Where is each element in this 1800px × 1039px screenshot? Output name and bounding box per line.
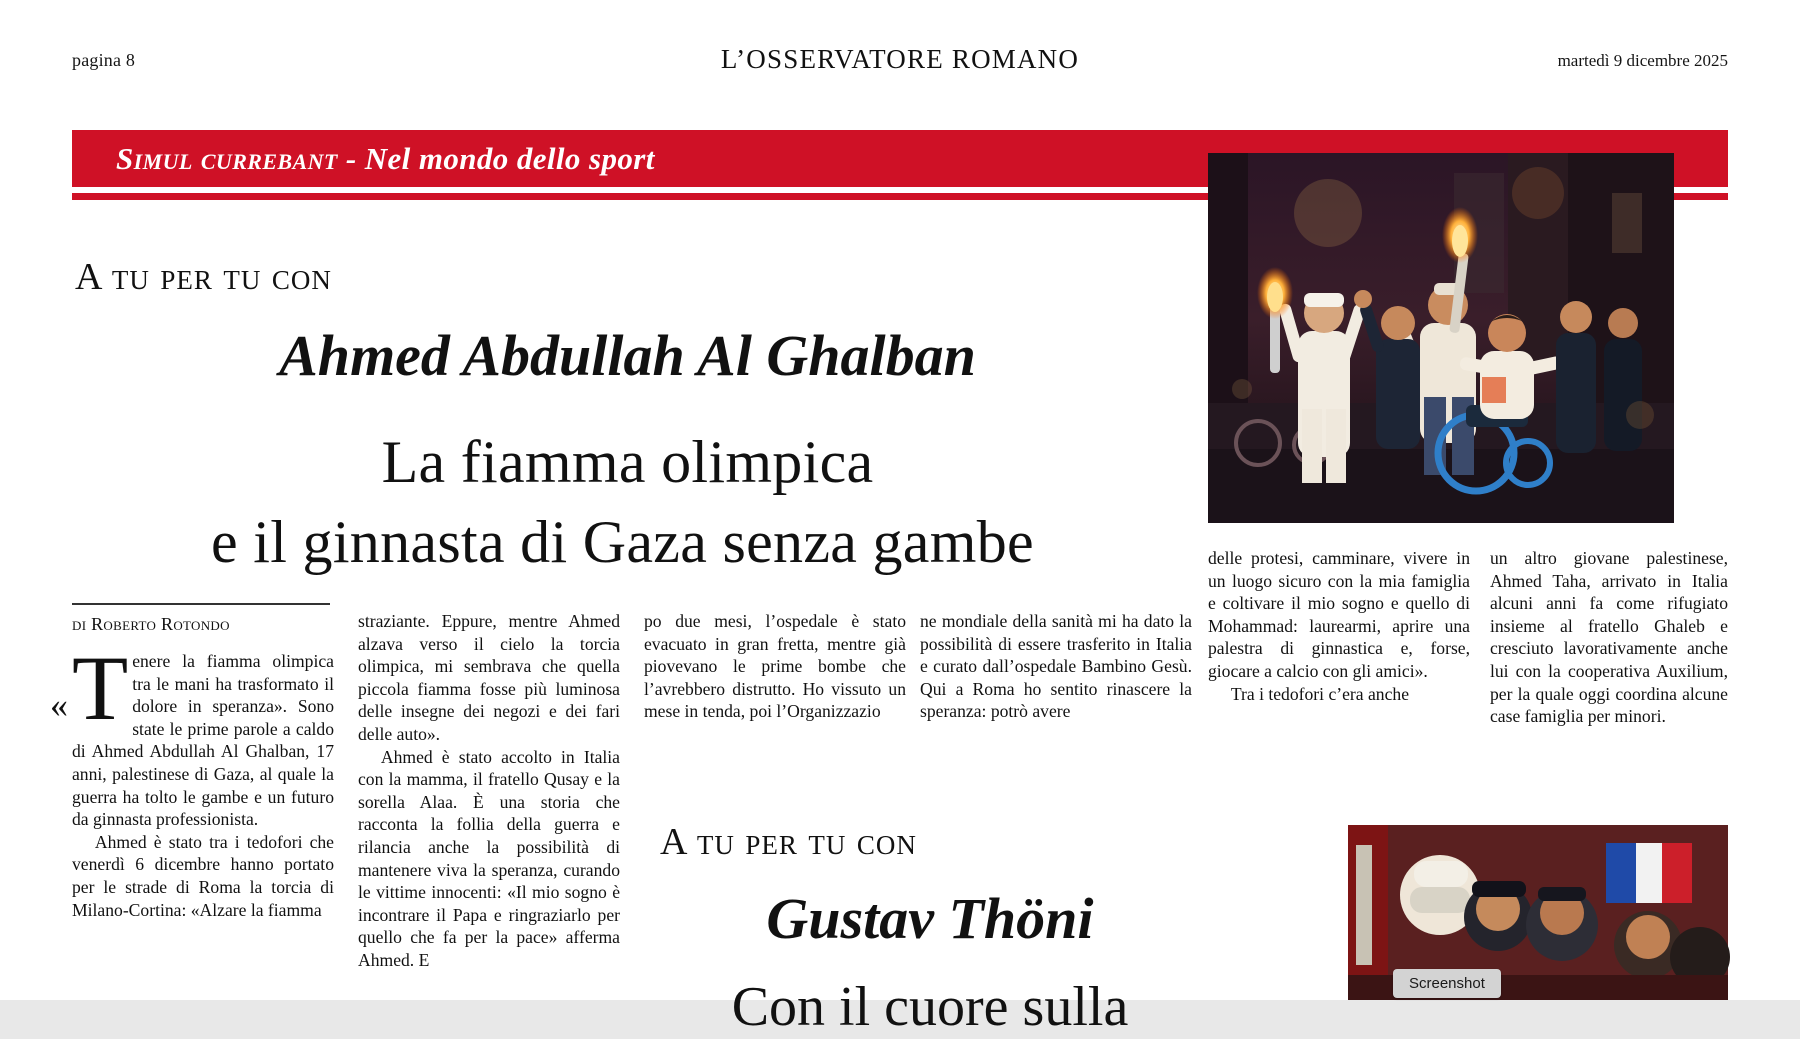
article2-headline: Con il cuore sulla xyxy=(731,976,1129,1038)
section-banner-italian: Nel mondo dello sport xyxy=(364,140,655,176)
paragraph: un altro giovane palestinese, Ahmed Taha, arrivato in Italia alcuni anni fa come rifugiato insieme al fratello Ghaleb e cresciuto lavorativamente anche lui con la cooperativa Auxilium, per la quale oggi coordina alcune case famiglia per minori. xyxy=(1490,548,1728,727)
paragraph: ne mondiale della sanità mi ha dato la possibilità di essere trasferito in Italia e curato dall’ospedale Bambino Gesù. Qui a Roma ho sentito rinascere la speranza: potrò avere xyxy=(920,611,1192,722)
article1-kicker xyxy=(75,255,332,299)
article1-byline xyxy=(72,614,230,635)
torch-relay-photo-graphic xyxy=(1208,153,1674,523)
paragraph: straziante. Eppure, mentre Ahmed alzava verso il cielo la torcia olimpica, mi sembrava che quella piccola fiamma fosse più luminosa delle insegne dei negozi e dei fari delle auto». xyxy=(358,611,620,744)
article1-column-1 xyxy=(50,637,334,921)
article2-kicker xyxy=(660,820,917,864)
article2-kicker-text: A tu per tu con xyxy=(660,821,917,863)
article1-column-6 xyxy=(1490,547,1728,728)
paragraph: enere la fiamma olimpica tra le mani ha trasformato il dolore in speranza». Sono state le prime parole a caldo di Ahmed Abdullah Al Ghalban, 17 anni, palestinese di Gaza, al quale la guerra ha tolto le gambe e un futuro da ginnasta professionista. xyxy=(72,651,334,830)
issue-date: martedì 9 dicembre 2025 xyxy=(1557,51,1728,70)
article1-kicker-text: A tu per tu con xyxy=(75,256,332,298)
article1-byline-text: di Roberto Rotondo xyxy=(72,614,230,634)
paragraph: Ahmed è stato accolto in Italia con la mamma, il fratello Qusay e la sorella Alaa. È una storia che racconta la follia della guerra e rilancia anche la possibilità di mantenere viva la speranza, curando le vittime innocenti: «Il mio sogno è incontrare il Papa e ringraziarlo per quello che fa per la pace» afferma Ahmed. E xyxy=(358,746,620,970)
screenshot-chip[interactable]: Screenshot xyxy=(1393,969,1501,998)
article2-interviewee: Gustav Thöni xyxy=(766,886,1094,951)
article1-interviewee: Ahmed Abdullah Al Ghalban xyxy=(279,323,976,388)
article1-column-5 xyxy=(1208,547,1470,705)
paragraph: Ahmed è stato tra i tedofori che venerdì 6 dicembre hanno portato per le strade di Roma la torcia di Milano-Cortina: «Alzare la fiamma xyxy=(72,831,334,920)
section-banner-separator: - xyxy=(337,140,365,176)
dropcap-paragraph xyxy=(50,637,334,831)
byline-divider xyxy=(72,603,330,605)
section-banner-latin: Simul currebant xyxy=(116,140,338,176)
article1-headline-line2: e il ginnasta di Gaza senza gambe xyxy=(211,509,1034,575)
section-banner-text xyxy=(116,141,655,177)
paragraph: Tra i tedofori c’era anche xyxy=(1230,683,1410,704)
article1-column-4 xyxy=(920,610,1192,723)
newspaper-title: L’OSSERVATORE ROMANO xyxy=(720,44,1080,74)
masthead xyxy=(72,44,1728,78)
open-quote-glyph: « xyxy=(50,685,68,725)
article1-headline-line1: La fiamma olimpica xyxy=(381,429,874,495)
paragraph: delle protesi, camminare, vivere in un luogo sicuro con la mia famiglia e coltivare il mio sogno e quello di Mohammad: laurearmi, aprire una palestra di ginnastica e, forse, giocare a calcio con gli amici». xyxy=(1208,548,1470,681)
dropcap-letter: T xyxy=(72,637,129,739)
torch-relay-photo xyxy=(1208,153,1674,523)
page-number: pagina 8 xyxy=(72,50,136,70)
paragraph: po due mesi, l’ospedale è stato evacuato in gran fretta, mentre già piovevano le prime bombe che l’avrebbero distrutto. Ho vissuto un mese in tenda, poi l’Organizzazio xyxy=(644,611,906,722)
article1-column-3 xyxy=(644,610,906,723)
